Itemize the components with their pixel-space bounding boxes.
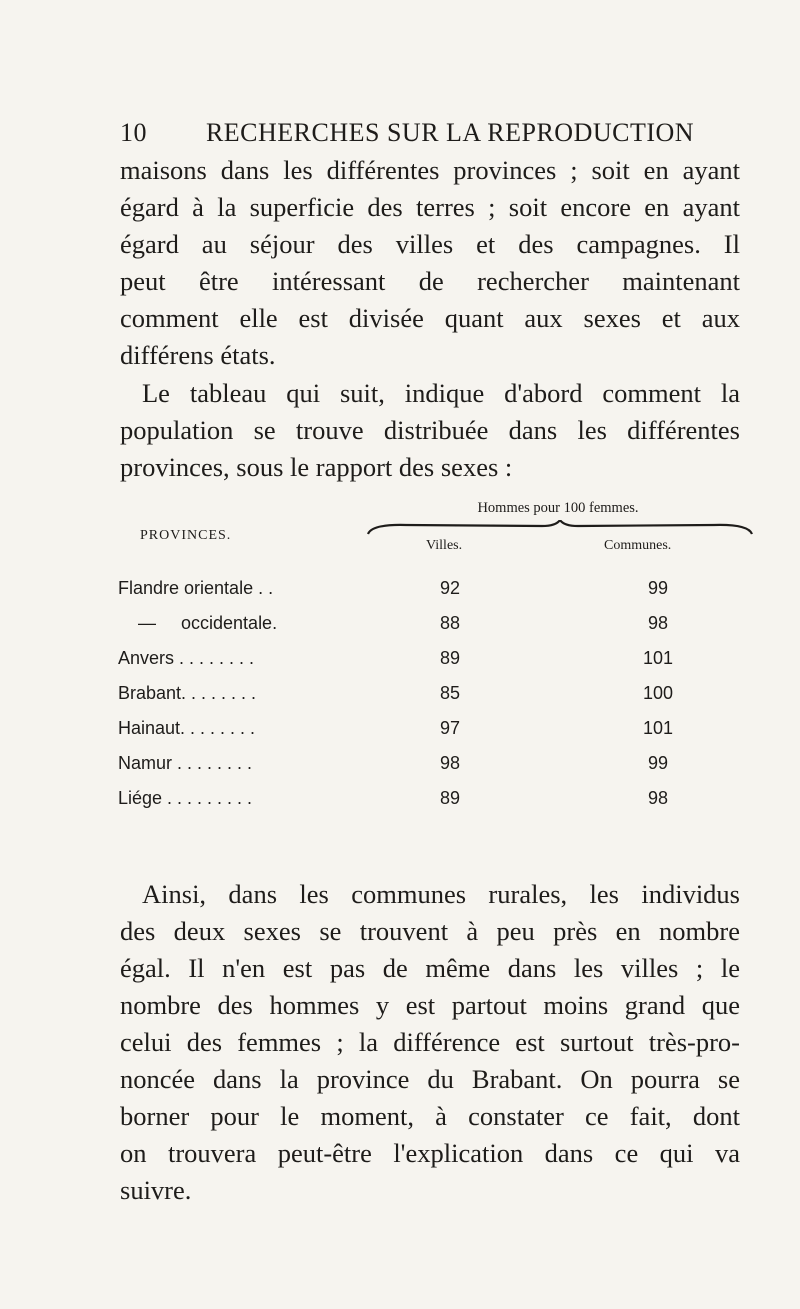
villes-value: 89	[439, 788, 461, 808]
running-title: RECHERCHES SUR LA REPRODUCTION	[205, 118, 695, 147]
table-row	[118, 613, 758, 643]
text-line: des deux sexes se trouvent à peu près en nombre	[120, 916, 740, 946]
table-row	[118, 648, 758, 678]
villes-value: 92	[439, 578, 461, 598]
text-line: borner pour le moment, à constater ce fait, dont	[120, 1101, 740, 1131]
paragraph-1	[120, 152, 740, 374]
text-line: suivre.	[120, 1175, 192, 1205]
text-line: celui des femmes ; la différence est surtout très-pro-	[120, 1027, 740, 1057]
paragraph-3	[120, 876, 740, 1209]
communes-header: Communes.	[604, 538, 672, 553]
province-name: — occidentale.	[118, 613, 278, 633]
text-line: Le tableau qui suit, indique d'abord comment la	[142, 378, 740, 408]
text-line: différens états.	[120, 340, 276, 370]
text-line: égard au séjour des villes et des campagnes. Il	[120, 229, 740, 259]
province-name: Hainaut. . . . . . . .	[118, 718, 256, 738]
province-name: Namur . . . . . . . .	[118, 753, 253, 773]
text-line: comment elle est divisée quant aux sexes et aux	[120, 303, 740, 333]
communes-value: 101	[642, 718, 674, 738]
villes-value: 98	[439, 753, 461, 773]
provinces-header: PROVINCES.	[140, 528, 232, 543]
villes-value: 85	[439, 683, 461, 703]
text-line: maisons dans les différentes provinces ; soit en ayant	[120, 155, 740, 185]
text-line: égard à la superficie des terres ; soit encore en ayant	[120, 192, 740, 222]
text-line: peut être intéressant de rechercher maintenant	[120, 266, 740, 296]
communes-value: 101	[642, 648, 674, 668]
text-line: provinces, sous le rapport des sexes :	[120, 452, 513, 482]
villes-value: 89	[439, 648, 461, 668]
province-name: Liége . . . . . . . . .	[118, 788, 253, 808]
group-header: Hommes pour 100 femmes.	[477, 500, 639, 516]
villes-value: 88	[439, 613, 461, 633]
communes-value: 98	[647, 788, 669, 808]
page-number: 10	[120, 118, 147, 147]
table-row	[118, 718, 758, 748]
province-name: Brabant. . . . . . . .	[118, 683, 257, 703]
communes-value: 100	[642, 683, 674, 703]
text-line: on trouvera peut-être l'explication dans ce qui va	[120, 1138, 740, 1168]
text-line: nombre des hommes y est partout moins grand que	[120, 990, 740, 1020]
province-name: Flandre orientale . .	[118, 578, 274, 598]
villes-header: Villes.	[426, 538, 463, 553]
table-row	[118, 788, 758, 818]
sex-ratio-table	[118, 500, 758, 808]
table-row	[118, 578, 758, 608]
villes-value: 97	[439, 718, 461, 738]
communes-value: 99	[647, 753, 669, 773]
brace-icon	[366, 520, 754, 538]
text-line: noncée dans la province du Brabant. On pourra se	[120, 1064, 740, 1094]
text-line: population se trouve distribuée dans les différentes	[120, 415, 740, 445]
table-row	[118, 753, 758, 783]
province-name: Anvers . . . . . . . .	[118, 648, 255, 668]
paragraph-2	[120, 375, 740, 486]
text-line: Ainsi, dans les communes rurales, les individus	[142, 879, 740, 909]
communes-value: 98	[647, 613, 669, 633]
text-line: égal. Il n'en est pas de même dans les villes ; le	[120, 953, 740, 983]
table-row	[118, 683, 758, 713]
communes-value: 99	[647, 578, 669, 598]
